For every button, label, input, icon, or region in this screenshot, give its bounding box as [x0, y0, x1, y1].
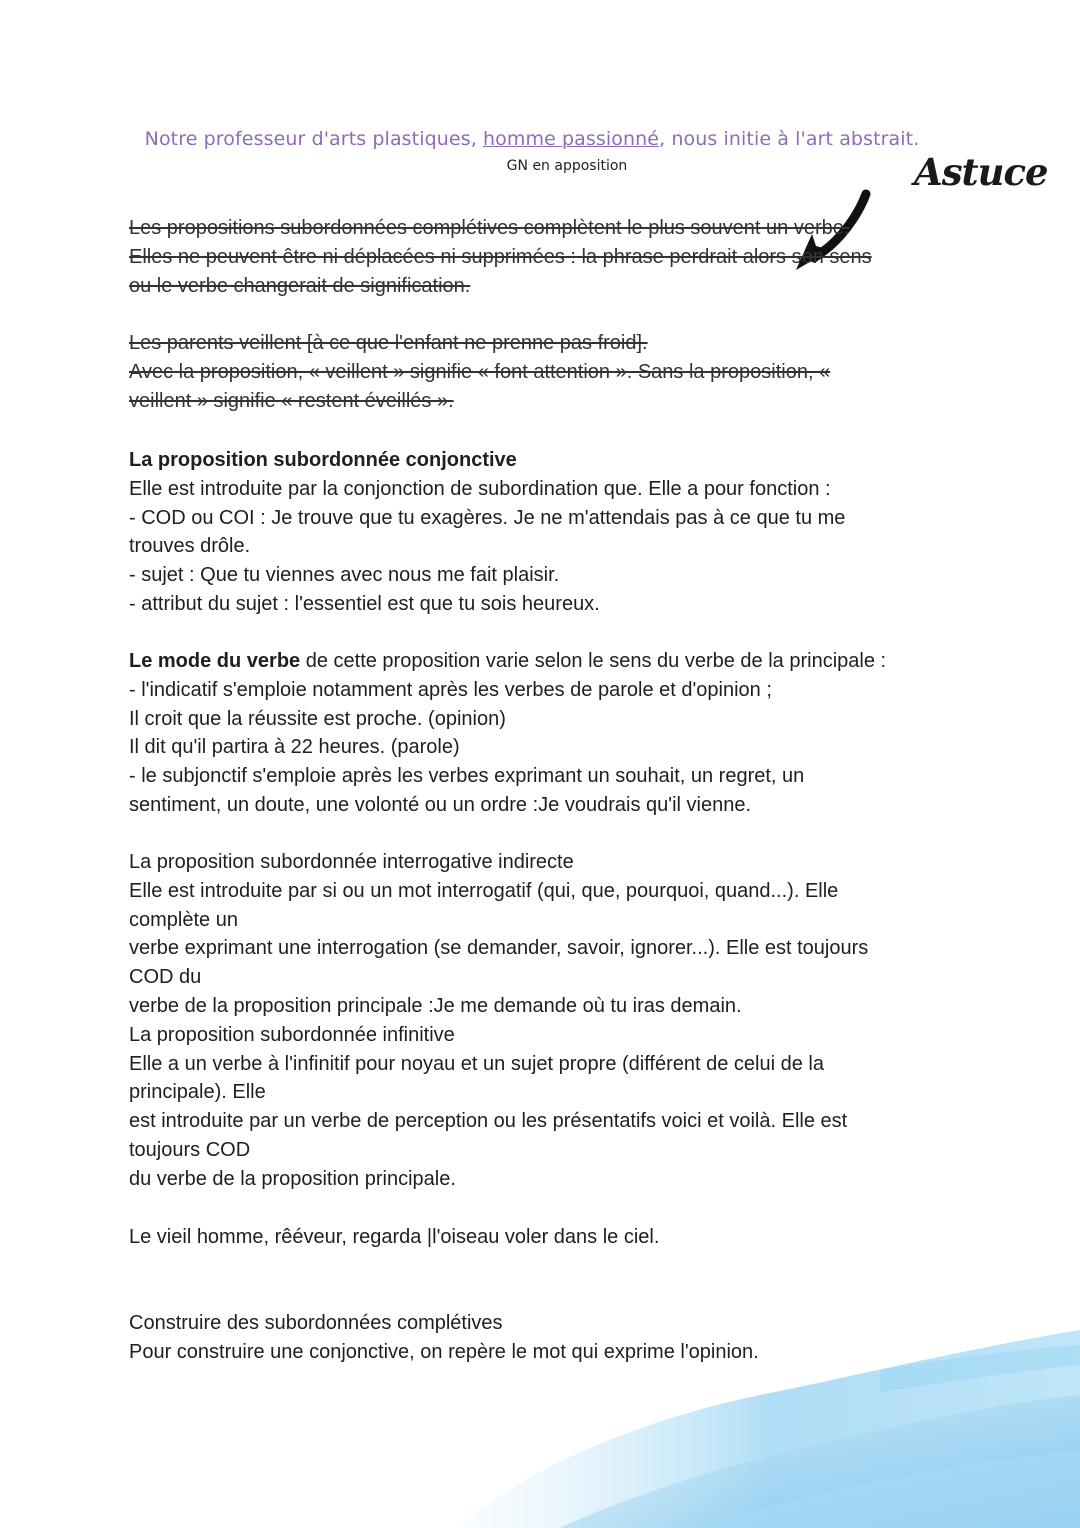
apposition-example — [0, 128, 1064, 150]
text-line: Le vieil homme, rêéveur, regarda |l'oiseau voler dans le ciel. — [129, 1226, 660, 1248]
mode-bold: Le mode du verbe — [129, 650, 301, 672]
text-line: COD du — [129, 966, 202, 989]
text-line: Construire des subordonnées complétives — [129, 1312, 503, 1334]
text-line: est introduite par un verbe de perception ou les présentatifs voici et voilà. Elle est — [129, 1110, 848, 1133]
text-line: - l'indicatif s'emploie notamment après les verbes de parole et d'opinion ; — [129, 678, 772, 701]
struck-line: Elles ne peuvent être ni déplacées ni supprimées : la phrase perdrait alors son sens — [129, 245, 872, 268]
mode-section — [129, 647, 949, 820]
struck-block-1 — [129, 214, 949, 300]
text-line: - COD ou COI : Je trouve que tu exagères. Je ne m'attendais pas à ce que tu me — [129, 506, 846, 529]
construire-section — [129, 1309, 949, 1367]
example-before: Notre professeur d'arts plastiques, — [144, 128, 483, 150]
text-line: Il dit qu'il partira à 22 heures. (parole) — [129, 736, 460, 759]
text-line: Elle a un verbe à l'infinitif pour noyau et un sujet propre (différent de celui de la — [129, 1052, 824, 1075]
text-line: - le subjonctif s'emploie après les verbes exprimant un souhait, un regret, un — [129, 765, 805, 788]
text-line: principale). Elle — [129, 1081, 266, 1104]
struck-line: Les parents veillent [à ce que l'enfant ne prenne pas froid]. — [129, 332, 648, 354]
apposition-note: GN en apposition — [506, 158, 628, 174]
text-line: complète un — [129, 908, 238, 931]
text-line: toujours COD — [129, 1138, 251, 1161]
text-line: verbe de la proposition principale :Je me demande où tu iras demain. — [129, 994, 742, 1017]
text-line: - attribut du sujet : l'essentiel est que tu sois heureux. — [129, 592, 600, 615]
section-heading: La proposition subordonnée conjonctive — [129, 449, 517, 471]
struck-line: veillent » signifie « restent éveillés ». — [129, 389, 454, 412]
text-line: Il croit que la réussite est proche. (opinion) — [129, 707, 506, 730]
text-line: sentiment, un doute, une volonté ou un ordre :Je voudrais qu'il vienne. — [129, 793, 752, 816]
text-line: La proposition subordonnée interrogative indirecte — [129, 851, 574, 873]
interrogative-section — [129, 848, 949, 1194]
mode-rest: de cette proposition varie selon le sens du verbe de la principale : — [300, 650, 887, 672]
struck-line: ou le verbe changerait de signification. — [129, 274, 471, 297]
example-after: , nous initie à l'art abstrait. — [659, 128, 920, 150]
example-apposition: homme passionné — [482, 128, 660, 150]
text-line: du verbe de la proposition principale. — [129, 1167, 456, 1190]
conjonctive-section — [129, 446, 949, 619]
text-line: Elle est introduite par la conjonction de subordination que. Elle a pour fonction : — [129, 477, 831, 500]
struck-line: Les propositions subordonnées complétives complètent le plus souvent un verbe. — [129, 217, 850, 239]
text-line: trouves drôle. — [129, 535, 251, 558]
astuce-title: Astuce — [914, 150, 1048, 194]
example-sentence-2 — [129, 1223, 949, 1252]
text-line: Pour construire une conjonctive, on repère le mot qui exprime l'opinion. — [129, 1340, 759, 1363]
text-line: - sujet : Que tu viennes avec nous me fait plaisir. — [129, 564, 560, 587]
mode-intro — [129, 647, 949, 676]
text-line: verbe exprimant une interrogation (se demander, savoir, ignorer...). Elle est toujours — [129, 937, 869, 960]
struck-line: Avec la proposition, « veillent » signifie « font attention ». Sans la proposition, « — [129, 360, 831, 383]
text-line: Elle est introduite par si ou un mot interrogatif (qui, que, pourquoi, quand...). Elle — [129, 879, 839, 902]
struck-block-2 — [129, 329, 949, 415]
text-line: La proposition subordonnée infinitive — [129, 1023, 455, 1046]
